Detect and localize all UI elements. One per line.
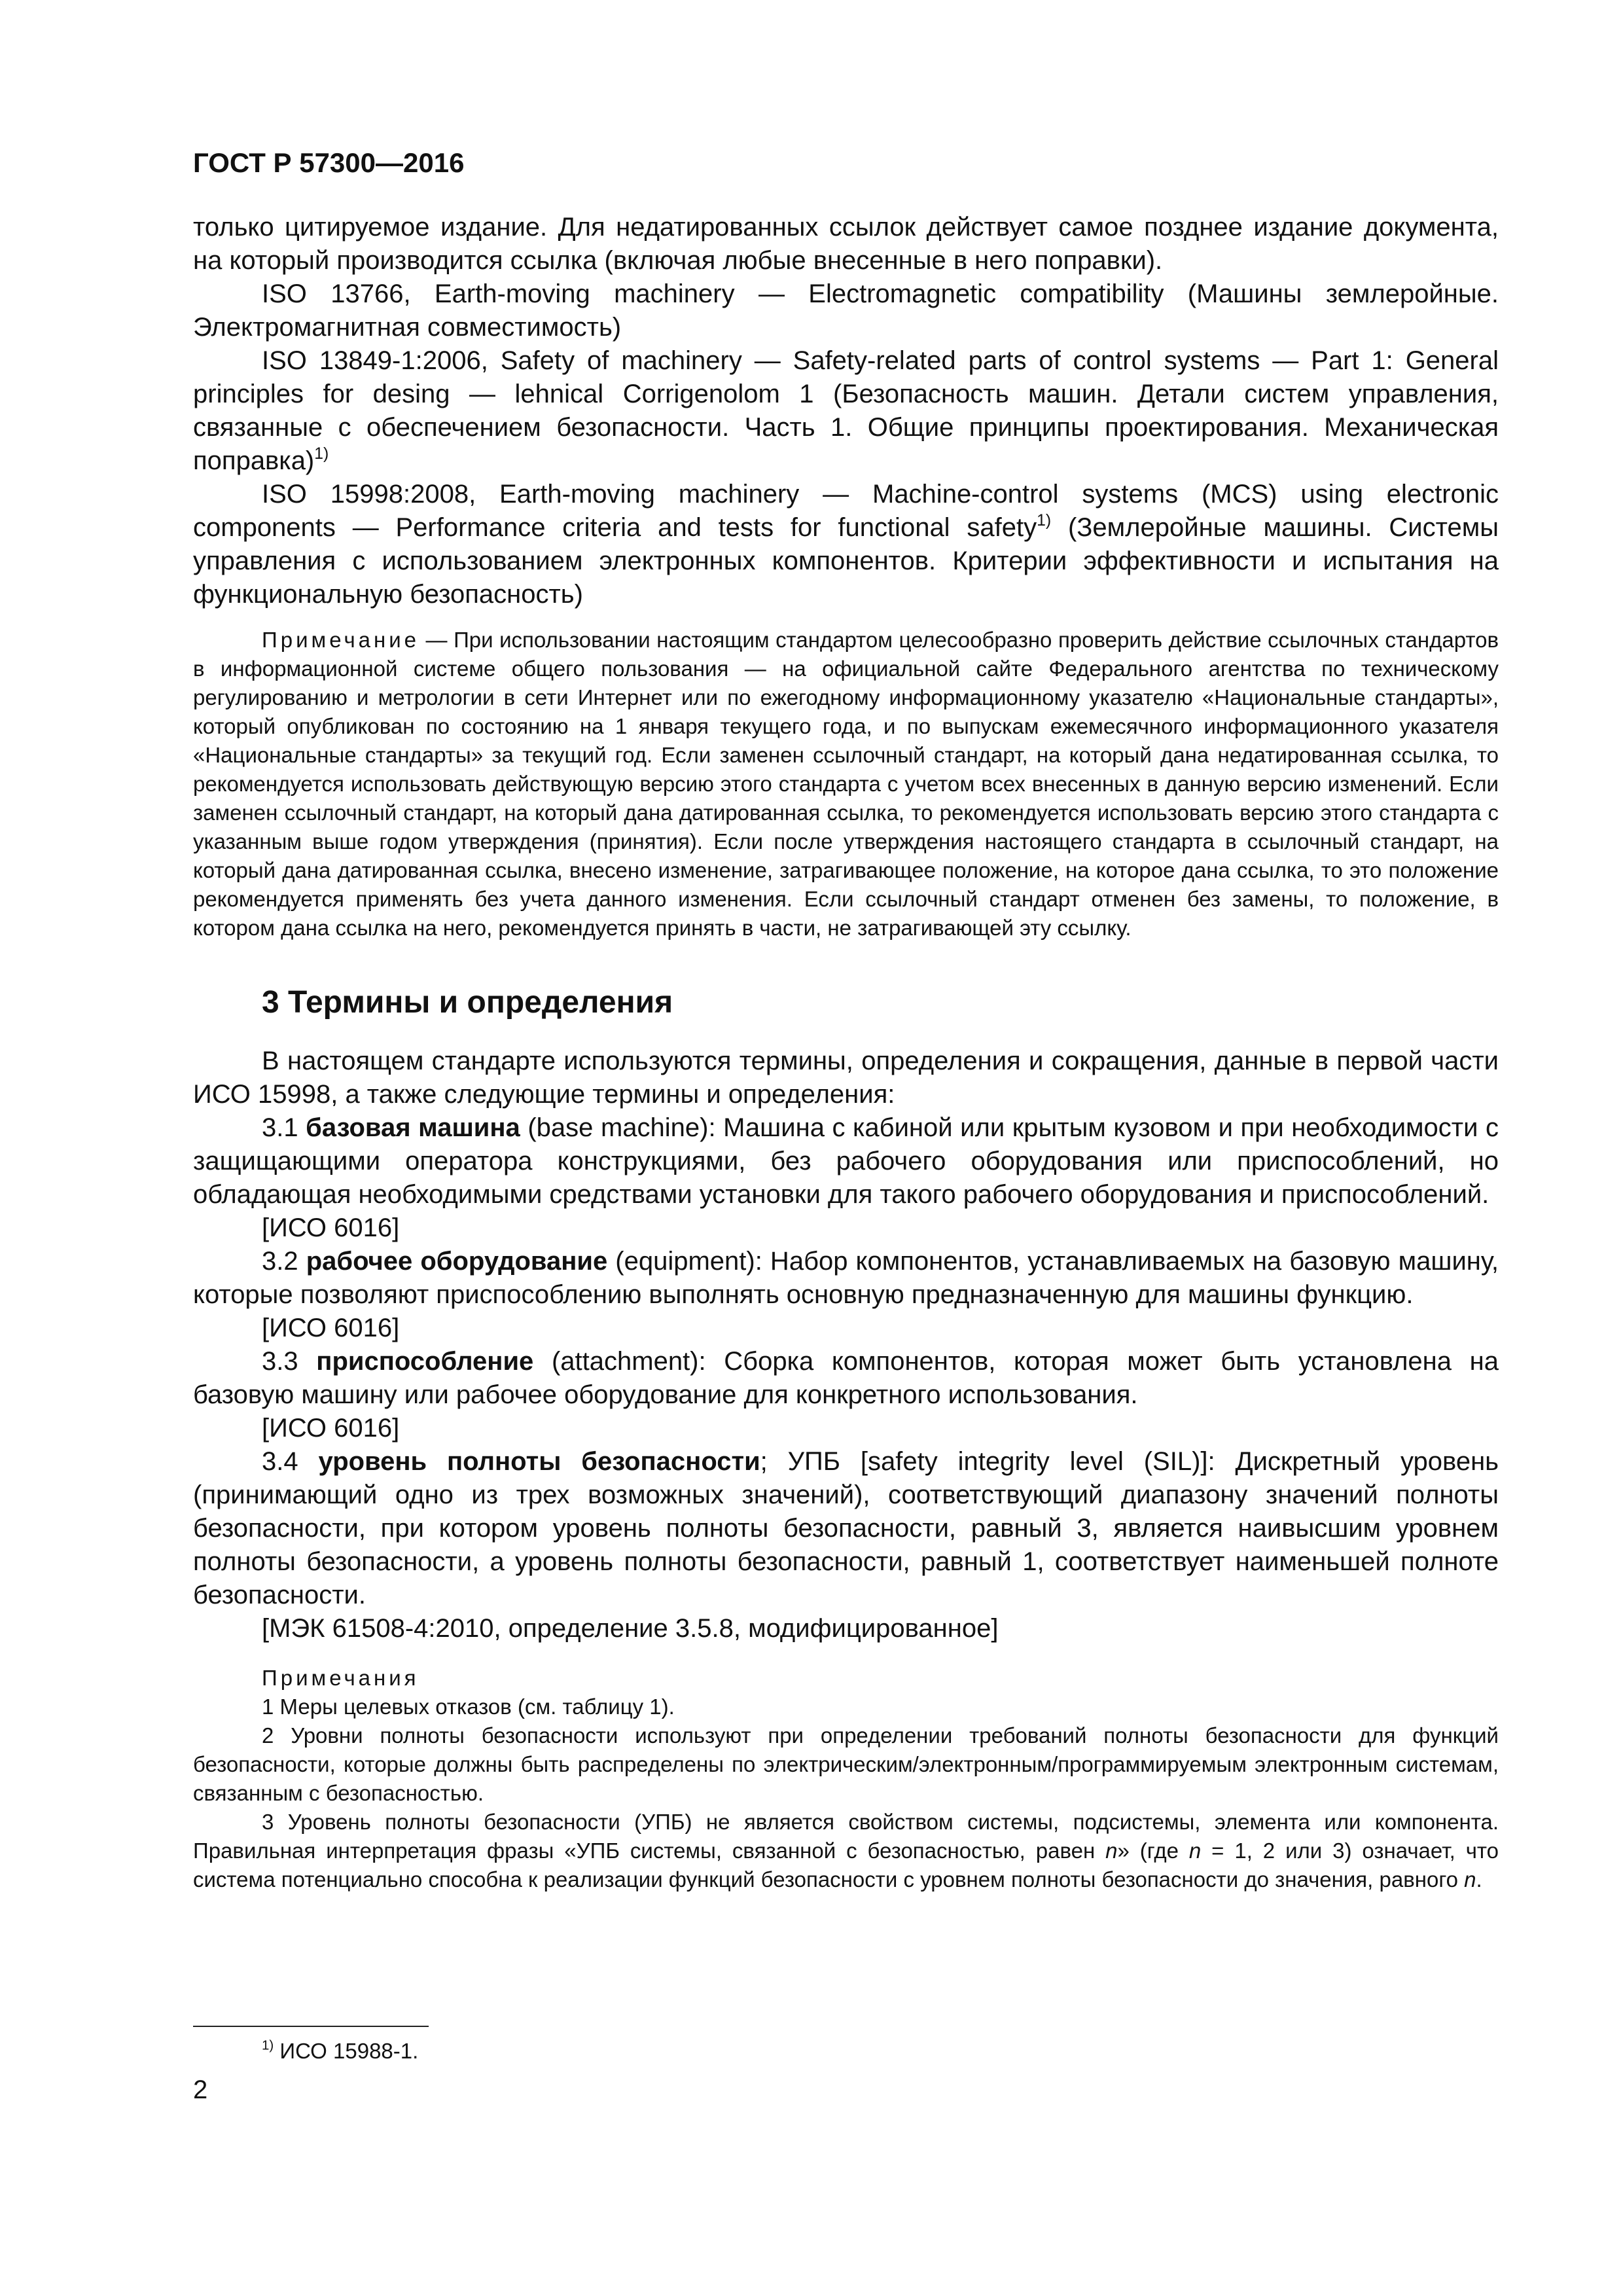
footnote-mark: 1) bbox=[1037, 511, 1052, 529]
term-definition: (equipment): Набор компонентов, устанавливаемых на базовую машину, которые позволяют приспособлению выполнять основную предназначенную для машины функцию. bbox=[193, 1247, 1499, 1309]
reference-iso-13766: ISO 13766, Earth-moving machinery — Electromagnetic compatibility (Машины землеройные. Электромагнитная совместимость) bbox=[193, 279, 1499, 342]
paragraph-reference-continuation: только цитируемое издание. Для недатированных ссылок действует самое позднее издание документа, на который производится ссылка (включая любые внесенные в него поправки). bbox=[193, 213, 1499, 275]
term-entry-3-2 bbox=[193, 1245, 1499, 1312]
term-number: 3.1 bbox=[262, 1113, 306, 1142]
variable-n: n bbox=[1105, 1839, 1118, 1863]
term-source: [ИСО 6016] bbox=[262, 1314, 400, 1342]
note-label: Примечание bbox=[262, 628, 420, 652]
page-number: 2 bbox=[193, 2075, 208, 2104]
term-definition: (base machine): Машина с кабиной или крытым кузовом и при необходимости с защищающими оператора конструкциями, без рабочего оборудования или приспособлений, но обладающая необходимыми средствами установки для такого рабочего оборудования и приспособлений. bbox=[193, 1113, 1499, 1209]
footnote-text: ИСО 15988-1. bbox=[274, 2039, 419, 2063]
footnote bbox=[262, 2037, 418, 2066]
reference-iso-15998 bbox=[193, 478, 1499, 611]
footnote-mark: 1) bbox=[314, 444, 329, 463]
note-text: — При использовании настоящим стандартом целесообразно проверить действие ссылочных стандартов в информационной системе общего пользования — на официальной сайте Федерального агентства по техническому регулированию и метрологии в сети Интернет или по ежегодному информационному указателю «Национальные стандарты», который опубликован по состоянию на 1 января текущего года, и по выпускам ежемесячного информационного указателя «Национальные стандарты» за текущий год. Если заменен ссылочный стандарт, на который дана недатированная ссылка, то рекомендуется использовать действующую версию этого стандарта с учетом всех внесенных в данную версию изменений. Если заменен ссылочный стандарт, на который дана датированная ссылка, то рекомендуется использовать версию этого стандарта с указанным выше годом утверждения (принятия). Если после утверждения настоящего стандарта в ссылочный стандарт, на который дана датированная ссылка, внесено изменение, затрагивающее положение, на которое дана ссылка, то это положение рекомендуется применять без учета данного изменения. Если ссылочный стандарт отменен без замены, то положение, в котором дана ссылка на него, рекомендуется принять в части, не затрагивающей эту ссылку. bbox=[193, 628, 1499, 940]
term-definition: (attachment): Сборка компонентов, которая может быть установлена на базовую машину или рабочее оборудование для конкретного использования. bbox=[193, 1347, 1499, 1409]
term-name: уровень полноты безопасности bbox=[318, 1447, 760, 1476]
section-intro: В настоящем стандарте используются термины, определения и сокращения, данные в первой части ИСО 15998, а также следующие термины и определения: bbox=[193, 1047, 1499, 1109]
term-entry-3-3 bbox=[193, 1345, 1499, 1412]
term-number: 3.4 bbox=[262, 1447, 319, 1476]
note-text: . bbox=[1476, 1867, 1482, 1892]
section-heading: 3 Термины и определения bbox=[262, 985, 673, 1020]
term-source: [ИСО 6016] bbox=[262, 1414, 400, 1443]
footnote-mark: 1) bbox=[262, 2037, 274, 2053]
term-name: рабочее оборудование bbox=[306, 1247, 608, 1276]
note-text: 3 Уровень полноты безопасности (УПБ) не является свойством системы, подсистемы, элемента или компонента. Правильная интерпретация фразы «УПБ системы, связанной с безопасностью, равен bbox=[193, 1810, 1499, 1863]
note-paragraph bbox=[193, 626, 1499, 942]
term-source: [МЭК 61508-4:2010, определение 3.5.8, модифицированное] bbox=[262, 1614, 999, 1643]
reference-iso-13849 bbox=[193, 344, 1499, 478]
term-definition: ; УПБ [safety integrity level (SIL)]: Дискретный уровень (принимающий одно из трех возможных значений), соответствующий диапазону значений полноты безопасности, при котором уровень полноты безопасности, равный 3, является наивысшим уровнем полноты безопасности, а уровень полноты безопасности, равный 1, соответствует наименьшей полноте безопасности. bbox=[193, 1447, 1499, 1609]
note-item-1: 1 Меры целевых отказов (см. таблицу 1). bbox=[262, 1695, 675, 1719]
term-number: 3.2 bbox=[262, 1247, 306, 1276]
reference-text: ISO 13849-1:2006, Safety of machinery — Safety-related parts of control systems — Part 1: General principles for desing — lehnical Corrigenolom 1 (Безопасность машин. Детали систем управления, связанные с обеспечением безопасности. Часть 1. Общие принципы проектирования. Механическая поправка) bbox=[193, 346, 1499, 475]
term-entry-3-1 bbox=[193, 1111, 1499, 1211]
term-name: базовая машина bbox=[306, 1113, 520, 1142]
notes-label: Примечания bbox=[262, 1666, 419, 1690]
term-entry-3-4 bbox=[193, 1445, 1499, 1612]
page-content bbox=[193, 144, 1499, 1894]
note-item-2: 2 Уровни полноты безопасности используют при определении требований полноты безопасности для функций безопасности, которые должны быть распределены по электрическим/электронным/программируемым электронным системам, связанным с безопасностью. bbox=[193, 1723, 1499, 1805]
running-header: ГОСТ Р 57300—2016 bbox=[193, 147, 465, 178]
footnote-separator bbox=[193, 2026, 429, 2027]
term-name: приспособление bbox=[316, 1347, 534, 1376]
term-number: 3.3 bbox=[262, 1347, 317, 1376]
term-source: [ИСО 6016] bbox=[262, 1213, 400, 1242]
variable-n: n bbox=[1464, 1867, 1476, 1892]
note-item-3 bbox=[193, 1808, 1499, 1894]
note-text: » (где bbox=[1117, 1839, 1189, 1863]
note-text: = 1, 2 или 3) означает, что система потенциально способна к реализации функций безопасности с уровнем полноты безопасности до значения, равного bbox=[193, 1839, 1499, 1892]
reference-text-continued: (Землеройные машины. Системы управления с использованием электронных компонентов. Критерии эффективности и испытания на функциональную безопасность) bbox=[193, 513, 1499, 609]
reference-text: ISO 15998:2008, Earth-moving machinery — Machine-control systems (MCS) using electronic components — Performance criteria and tests for functional safety bbox=[193, 480, 1499, 542]
variable-n: n bbox=[1188, 1839, 1202, 1863]
